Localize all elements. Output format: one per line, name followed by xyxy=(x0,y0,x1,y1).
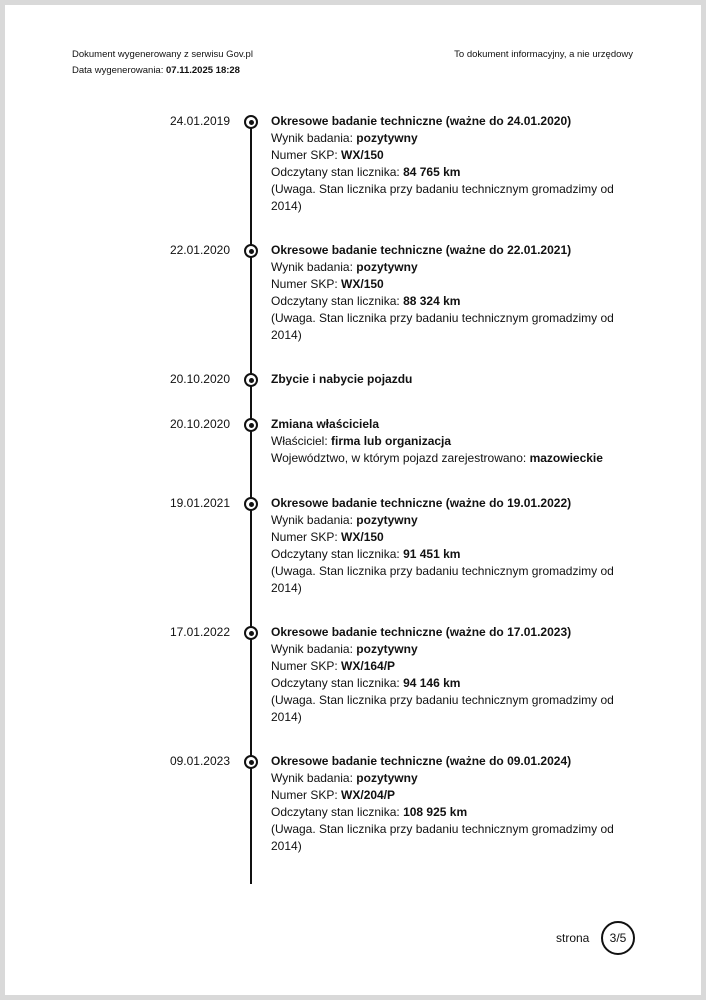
owner-value: firma lub organizacja xyxy=(331,434,452,448)
odometer-label: Odczytany stan licznika: xyxy=(271,676,404,690)
entry-title: Okresowe badanie techniczne (ważne do 17.01.2023) xyxy=(271,625,572,639)
entry-title: Zmiana właściciela xyxy=(271,417,380,431)
skp-value: WX/204/P xyxy=(341,788,396,802)
skp-label: Numer SKP: xyxy=(271,659,342,673)
result-value: pozytywny xyxy=(356,771,418,785)
odometer-label: Odczytany stan licznika: xyxy=(271,294,404,308)
entry-title: Okresowe badanie techniczne (ważne do 22.01.2021) xyxy=(271,243,572,257)
result-line xyxy=(271,770,621,787)
entry-content xyxy=(271,371,621,388)
result-line xyxy=(271,512,621,529)
page-number: 3/5 xyxy=(601,921,635,955)
entry-date: 19.01.2021 xyxy=(169,496,230,510)
odometer-value: 84 765 km xyxy=(403,165,461,179)
source-line: Dokument wygenerowany z serwisu Gov.pl xyxy=(72,49,253,60)
result-value: pozytywny xyxy=(356,642,418,656)
odometer-value: 91 451 km xyxy=(403,547,461,561)
result-line xyxy=(271,259,621,276)
timeline-dot-icon xyxy=(244,373,258,387)
skp-value: WX/150 xyxy=(341,277,384,291)
entry-content xyxy=(271,753,621,855)
result-label: Wynik badania: xyxy=(271,131,357,145)
odometer-note: (Uwaga. Stan licznika przy badaniu technicznym gromadzimy od 2014) xyxy=(271,564,614,595)
odometer-note: (Uwaga. Stan licznika przy badaniu technicznym gromadzimy od 2014) xyxy=(271,693,614,724)
entry-date: 09.01.2023 xyxy=(169,754,230,768)
timeline-dot-icon xyxy=(244,115,258,129)
odometer-note: (Uwaga. Stan licznika przy badaniu technicznym gromadzimy od 2014) xyxy=(271,822,614,853)
odometer-value: 108 925 km xyxy=(403,805,468,819)
result-label: Wynik badania: xyxy=(271,771,357,785)
entry-date: 17.01.2022 xyxy=(169,625,230,639)
result-value: pozytywny xyxy=(356,131,418,145)
generated-label: Data wygenerowania: xyxy=(72,65,166,76)
entry-content xyxy=(271,624,621,726)
skp-line xyxy=(271,787,621,804)
skp-label: Numer SKP: xyxy=(271,530,342,544)
odometer-label: Odczytany stan licznika: xyxy=(271,165,404,179)
owner-label: Właściciel: xyxy=(271,434,332,448)
entry-title: Zbycie i nabycie pojazdu xyxy=(271,372,413,386)
timeline-dot-icon xyxy=(244,626,258,640)
page-label: strona xyxy=(556,931,590,945)
generated-value: 07.11.2025 18:28 xyxy=(166,65,240,76)
entry-date: 22.01.2020 xyxy=(169,243,230,257)
skp-label: Numer SKP: xyxy=(271,148,342,162)
skp-value: WX/150 xyxy=(341,148,384,162)
entry-date: 20.10.2020 xyxy=(169,417,230,431)
document-page xyxy=(5,5,701,995)
odometer-note: (Uwaga. Stan licznika przy badaniu technicznym gromadzimy od 2014) xyxy=(271,311,614,342)
odometer-value: 88 324 km xyxy=(403,294,461,308)
skp-line xyxy=(271,658,621,675)
entry-content xyxy=(271,495,621,597)
odometer-note: (Uwaga. Stan licznika przy badaniu technicznym gromadzimy od 2014) xyxy=(271,182,614,213)
region-line xyxy=(271,450,621,467)
skp-line xyxy=(271,147,621,164)
odometer-label: Odczytany stan licznika: xyxy=(271,547,404,561)
skp-value: WX/150 xyxy=(341,530,384,544)
entry-title: Okresowe badanie techniczne (ważne do 09.01.2024) xyxy=(271,754,572,768)
timeline-dot-icon xyxy=(244,418,258,432)
region-label: Województwo, w którym pojazd zarejestrowano: xyxy=(271,451,530,465)
entry-content xyxy=(271,242,621,344)
generated-date-line xyxy=(72,63,253,79)
skp-line xyxy=(271,276,621,293)
result-line xyxy=(271,130,621,147)
odometer-line xyxy=(271,164,621,181)
odometer-line xyxy=(271,293,621,310)
owner-line xyxy=(271,433,621,450)
timeline-dot-icon xyxy=(244,497,258,511)
disclaimer: To dokument informacyjny, a nie urzędowy xyxy=(454,49,633,60)
entry-date: 20.10.2020 xyxy=(169,372,230,386)
odometer-line xyxy=(271,675,621,692)
skp-line xyxy=(271,529,621,546)
skp-value: WX/164/P xyxy=(341,659,396,673)
result-label: Wynik badania: xyxy=(271,513,357,527)
entry-date: 24.01.2019 xyxy=(169,114,230,128)
odometer-label: Odczytany stan licznika: xyxy=(271,805,404,819)
document-header-left xyxy=(72,47,253,79)
entry-title: Okresowe badanie techniczne (ważne do 24.01.2020) xyxy=(271,114,572,128)
entry-content xyxy=(271,416,621,467)
timeline-dot-icon xyxy=(244,755,258,769)
entry-title: Okresowe badanie techniczne (ważne do 19.01.2022) xyxy=(271,496,572,510)
odometer-line xyxy=(271,546,621,563)
region-value: mazowieckie xyxy=(529,451,603,465)
result-label: Wynik badania: xyxy=(271,642,357,656)
result-line xyxy=(271,641,621,658)
result-label: Wynik badania: xyxy=(271,260,357,274)
skp-label: Numer SKP: xyxy=(271,788,342,802)
odometer-value: 94 146 km xyxy=(403,676,461,690)
result-value: pozytywny xyxy=(356,513,418,527)
result-value: pozytywny xyxy=(356,260,418,274)
odometer-line xyxy=(271,804,621,821)
skp-label: Numer SKP: xyxy=(271,277,342,291)
entry-content xyxy=(271,113,621,215)
timeline-dot-icon xyxy=(244,244,258,258)
